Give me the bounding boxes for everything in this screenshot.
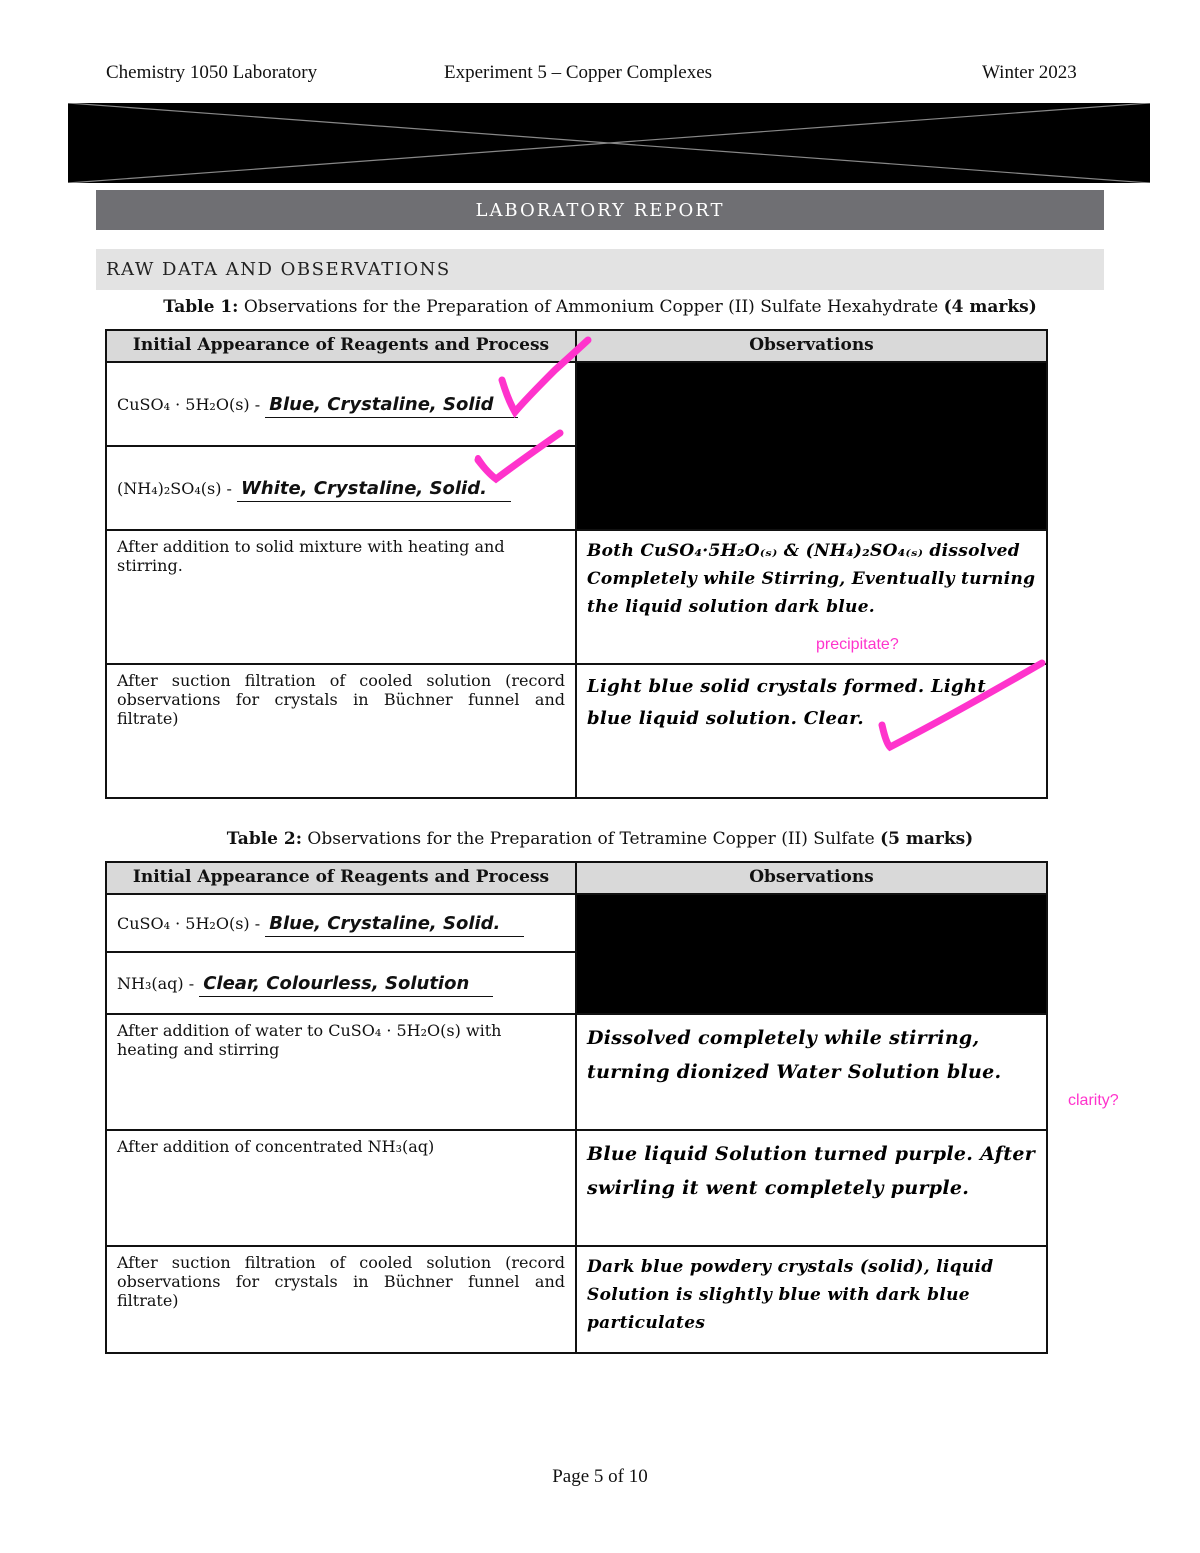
table2-col1-header: Initial Appearance of Reagents and Process: [106, 862, 576, 894]
observation-cell: Dissolved completely while stirring, turning dionized Water Solution blue.: [576, 1014, 1047, 1130]
page-number: Page 5 of 10: [552, 1466, 648, 1487]
reagent-label: (NH₄)₂SO₄(s) -: [117, 478, 238, 498]
table-row: [106, 1246, 1047, 1353]
table2-col2-header: Observations: [576, 862, 1047, 894]
observation-cell: Light blue solid crystals formed. Light blue liquid solution. Clear.: [576, 664, 1047, 798]
table2-caption-marks: (5 marks): [880, 829, 974, 849]
handwritten-answer: Clear, Colourless, Solution: [199, 973, 493, 997]
table2-caption: [96, 829, 1104, 849]
redacted-observation: [576, 362, 1047, 530]
process-cell: After suction filtration of cooled solution (record observations for crystals in Büchner funnel and filtrate): [106, 1246, 576, 1353]
table-row: [106, 1130, 1047, 1246]
table2: [105, 861, 1048, 1354]
table2-caption-label: Table 2:: [226, 829, 303, 849]
table-row: [106, 1014, 1047, 1130]
report-title: LABORATORY REPORT: [96, 190, 1104, 230]
observation-cell: Both CuSO₄·5H₂O₍ₛ₎ & (NH₄)₂SO₄₍ₛ₎ dissolved Completely while Stirring, Eventually turning the liquid solution dark blue.: [576, 530, 1047, 664]
header-experiment: Experiment 5 – Copper Complexes: [444, 62, 713, 83]
table-row: [106, 894, 1047, 952]
table1-col1-header: Initial Appearance of Reagents and Process: [106, 330, 576, 362]
table1-caption: [96, 297, 1104, 317]
table-row: [106, 530, 1047, 664]
handwritten-answer: Blue, Crystaline, Solid.: [265, 913, 524, 937]
checkmark-icon: [872, 655, 1052, 755]
handwritten-answer: Blue, Crystaline, Solid: [265, 394, 517, 418]
observation-cell: Blue liquid Solution turned purple. After swirling it went completely purple.: [576, 1130, 1047, 1246]
reagent-cell: [106, 952, 576, 1014]
process-cell: After addition to solid mixture with heating and stirring.: [106, 530, 576, 664]
header-course: Chemistry 1050 Laboratory: [106, 62, 318, 83]
reagent-cell: [106, 894, 576, 952]
annotation-comment: clarity?: [1068, 1092, 1119, 1109]
section-title: RAW DATA AND OBSERVATIONS: [96, 249, 1104, 290]
redaction-cross-icon: [68, 103, 1150, 183]
reagent-label: CuSO₄ · 5H₂O(s) -: [117, 913, 266, 933]
process-cell: After suction filtration of cooled solution (record observations for crystals in Büchner funnel and filtrate): [106, 664, 576, 798]
redacted-observation: [576, 894, 1047, 1014]
process-cell: After addition of concentrated NH₃(aq): [106, 1130, 576, 1246]
table1-caption-text: Observations for the Preparation of Ammonium Copper (II) Sulfate Hexahydrate: [238, 297, 944, 317]
reagent-label: CuSO₄ · 5H₂O(s) -: [117, 394, 266, 414]
reagent-label: NH₃(aq) -: [117, 973, 200, 993]
table2-caption-text: Observations for the Preparation of Tetramine Copper (II) Sulfate: [302, 829, 881, 849]
table1-caption-marks: (4 marks): [943, 297, 1037, 317]
checkmark-icon: [470, 425, 570, 495]
observation-cell: Dark blue powdery crystals (solid), liquid Solution is slightly blue with dark blue particulates: [576, 1246, 1047, 1353]
header-term: Winter 2023: [982, 62, 1077, 83]
annotation-comment: precipitate?: [816, 636, 899, 653]
process-cell: After addition of water to CuSO₄ · 5H₂O(s) with heating and stirring: [106, 1014, 576, 1130]
table1-caption-label: Table 1:: [163, 297, 239, 317]
table1-col2-header: Observations: [576, 330, 1047, 362]
handwritten-answer: White, Crystaline, Solid.: [237, 478, 511, 502]
